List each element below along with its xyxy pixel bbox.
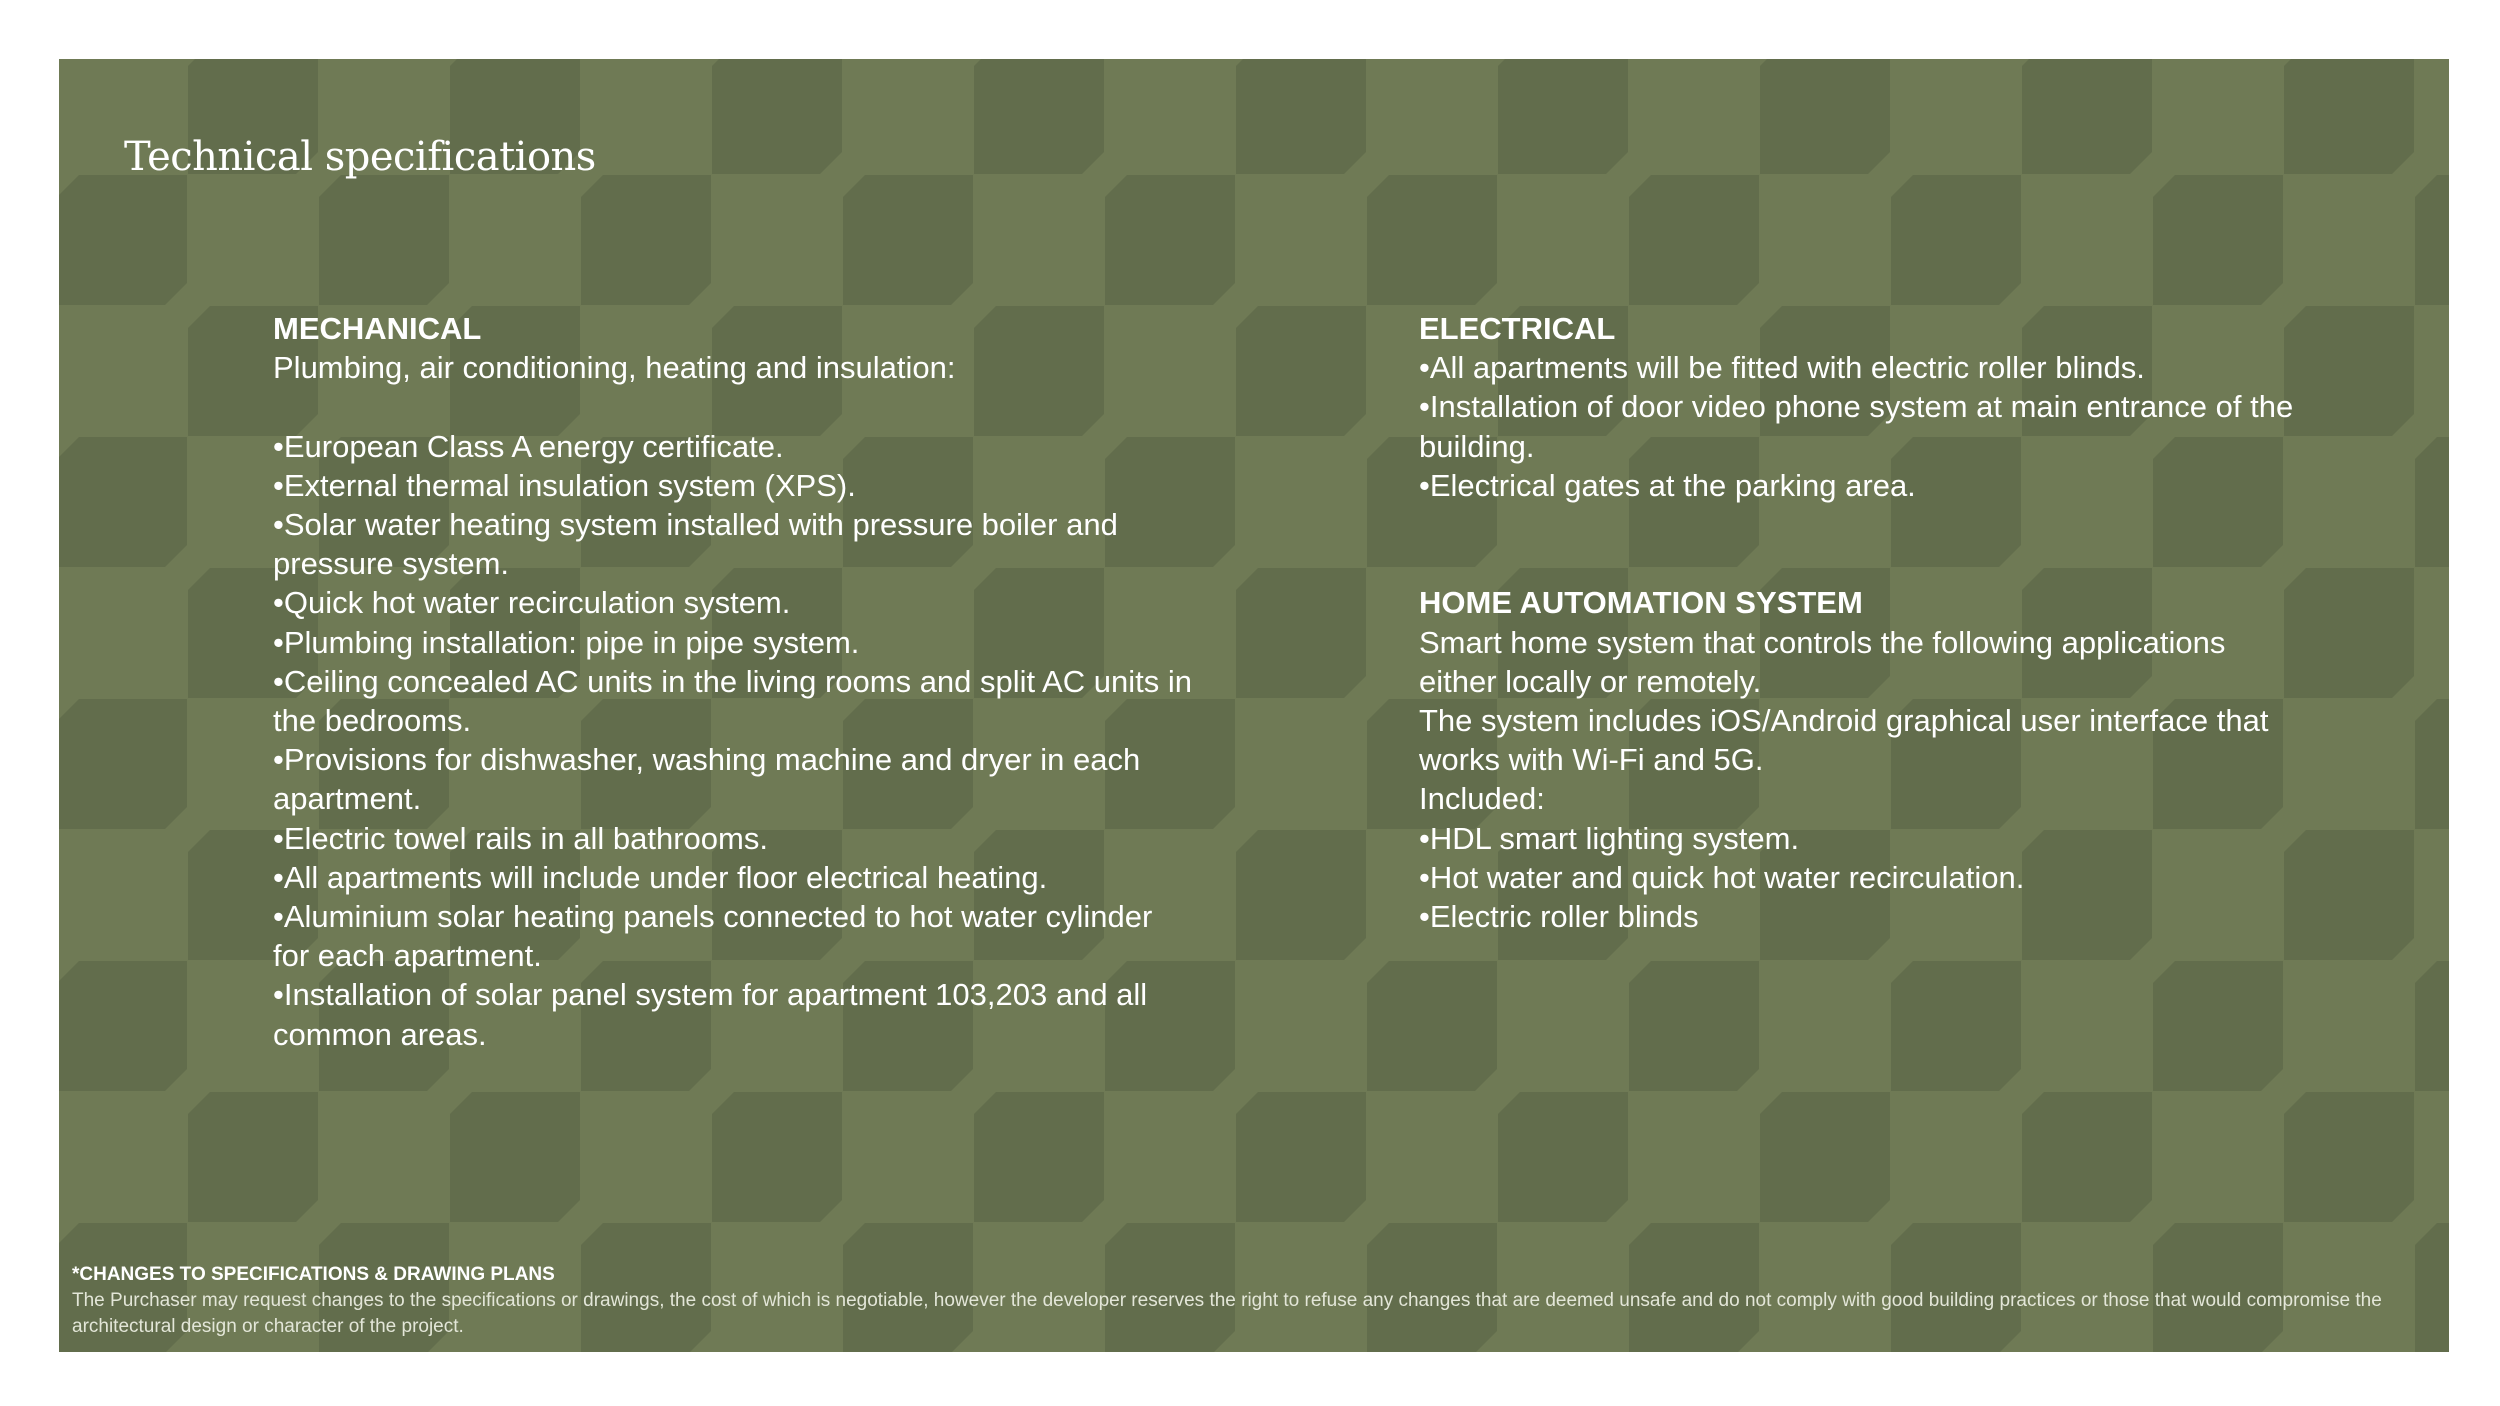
background-tile xyxy=(974,1092,1104,1222)
background-tile xyxy=(59,175,187,305)
electrical-heading: ELECTRICAL xyxy=(1419,311,1616,346)
list-item: • Installation of solar panel system for apartment 103,203 and all common areas. xyxy=(273,975,1193,1053)
list-item: • Ceiling concealed AC units in the living rooms and split AC units in the bedrooms. xyxy=(273,662,1193,740)
background-tile xyxy=(1498,1092,1628,1222)
list-item: • HDL smart lighting system. xyxy=(1419,819,2299,858)
list-item: • Solar water heating system installed with pressure boiler and pressure system. xyxy=(273,505,1193,583)
spacer xyxy=(1419,505,2299,583)
list-item: • All apartments will include under floor electrical heating. xyxy=(273,858,1193,897)
background-tile xyxy=(1236,568,1366,698)
background-tile xyxy=(1629,175,1759,305)
background-tile xyxy=(1760,59,1890,174)
background-tile xyxy=(581,175,711,305)
home-automation-intro: Smart home system that controls the following applications either locally or remotely. xyxy=(1419,624,2226,699)
list-item: • Installation of door video phone system at main entrance of the building. xyxy=(1419,387,2299,465)
background-tile xyxy=(1760,1092,1890,1222)
background-tile xyxy=(59,437,187,567)
electrical-list xyxy=(1419,348,2299,505)
background-tile xyxy=(188,1092,318,1222)
background-tile xyxy=(59,961,187,1091)
background-tile xyxy=(1629,961,1759,1091)
list-item: • Plumbing installation: pipe in pipe system. xyxy=(273,623,1193,662)
list-item: • External thermal insulation system (XPS). xyxy=(273,466,1193,505)
background-tile xyxy=(1236,1092,1366,1222)
background-tile xyxy=(1236,306,1366,436)
background-tile xyxy=(2022,1092,2152,1222)
background-tile xyxy=(2284,830,2414,960)
list-item: • Electric roller blinds xyxy=(1419,897,2299,936)
background-tile xyxy=(2284,306,2414,436)
footer-heading: *CHANGES TO SPECIFICATIONS & DRAWING PLANS xyxy=(72,1264,555,1285)
list-item: • Aluminium solar heating panels connected to hot water cylinder for each apartment. xyxy=(273,897,1193,975)
mechanical-list xyxy=(273,427,1193,1054)
background-tile xyxy=(974,59,1104,174)
background-tile xyxy=(1367,961,1497,1091)
right-column xyxy=(1419,309,2299,936)
home-automation-included-label: Included: xyxy=(1419,781,1545,817)
background-tile xyxy=(2284,568,2414,698)
background-tile xyxy=(2415,961,2449,1091)
list-item: • All apartments will be fitted with electric roller blinds. xyxy=(1419,348,2299,387)
mechanical-section xyxy=(273,309,1193,1054)
background-tile xyxy=(1236,59,1366,174)
home-automation-section xyxy=(1419,583,2299,936)
home-automation-heading: HOME AUTOMATION SYSTEM xyxy=(1419,585,1863,621)
electrical-section xyxy=(1419,309,2299,505)
mechanical-intro: Plumbing, air conditioning, heating and insulation: xyxy=(273,350,956,386)
background-tile xyxy=(2415,175,2449,305)
background-tile xyxy=(2153,961,2283,1091)
background-tile xyxy=(1891,175,2021,305)
background-tile xyxy=(1236,830,1366,960)
list-item: • Electrical gates at the parking area. xyxy=(1419,466,2299,505)
list-item: • Provisions for dishwasher, washing machine and dryer in each apartment. xyxy=(273,740,1193,818)
background-tile xyxy=(2284,1092,2414,1222)
background-tile xyxy=(319,175,449,305)
list-item: • Hot water and quick hot water recirculation. xyxy=(1419,858,2299,897)
background-tile xyxy=(843,175,973,305)
page-title: Technical specifications xyxy=(124,134,596,180)
background-tile xyxy=(1105,175,1235,305)
home-automation-interface: The system includes iOS/Android graphical user interface that works with Wi-Fi and 5G. xyxy=(1419,703,2269,778)
background-tile xyxy=(712,59,842,174)
list-item: • Quick hot water recirculation system. xyxy=(273,583,1193,622)
list-item: • Electric towel rails in all bathrooms. xyxy=(273,819,1193,858)
background-tile xyxy=(2415,1223,2449,1352)
background-tile xyxy=(2284,59,2414,174)
spacer xyxy=(273,387,1193,426)
background-tile xyxy=(59,699,187,829)
spec-panel xyxy=(59,59,2449,1352)
background-tile xyxy=(1498,59,1628,174)
background-tile xyxy=(2415,437,2449,567)
mechanical-heading: MECHANICAL xyxy=(273,311,482,346)
background-tile xyxy=(2415,699,2449,829)
background-tile xyxy=(712,1092,842,1222)
home-automation-list xyxy=(1419,819,2299,937)
footer-note xyxy=(72,1262,2412,1340)
background-tile xyxy=(2153,175,2283,305)
background-tile xyxy=(2022,59,2152,174)
background-tile xyxy=(1367,175,1497,305)
background-tile xyxy=(1891,961,2021,1091)
list-item: • European Class A energy certificate. xyxy=(273,427,1193,466)
footer-body: The Purchaser may request changes to the specifications or drawings, the cost of which is negotiable, however the developer reserves the right to refuse any changes that are deemed unsafe and do not comply with good building practices or those that would compromise the architectural design or character of the project. xyxy=(72,1290,2382,1337)
background-tile xyxy=(450,1092,580,1222)
